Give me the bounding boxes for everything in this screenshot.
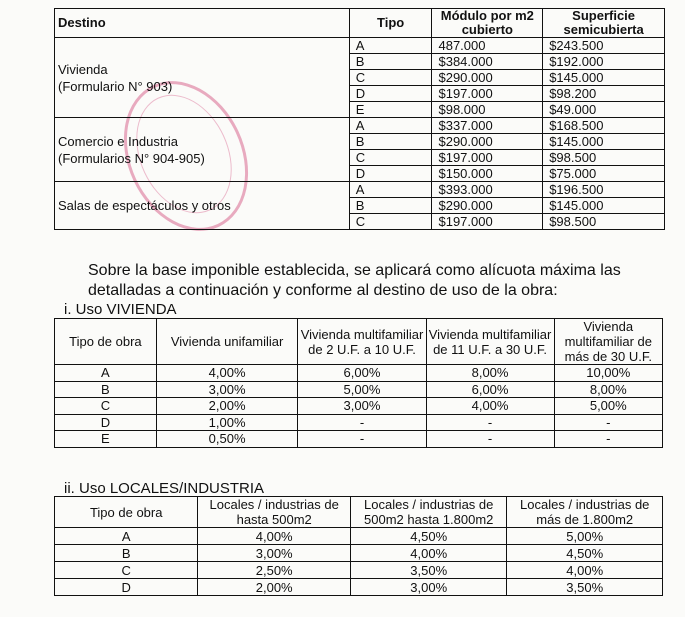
superficie-cell: $192.000: [543, 54, 665, 70]
modulo-cell: $290.000: [432, 198, 543, 214]
modulo-cell: $290.000: [432, 134, 543, 150]
modulo-cell: 487.000: [432, 38, 543, 54]
superficie-cell: $98.200: [543, 86, 665, 102]
superficie-cell: $145.000: [543, 198, 665, 214]
modulo-cell: $384.000: [432, 54, 543, 70]
table-row: [55, 398, 663, 415]
column-header: Locales / industrias de 500m2 hasta 1.800m2: [350, 497, 507, 528]
destino-cell: [55, 118, 350, 182]
table-cell: -: [554, 414, 662, 431]
table-cell: 4,00%: [426, 398, 554, 415]
table-cell: D: [55, 414, 157, 431]
table-row: [55, 182, 665, 198]
table-row: [55, 414, 663, 431]
column-header: Vivienda multifamiliar de más de 30 U.F.: [554, 319, 662, 365]
superficie-cell: $196.500: [543, 182, 665, 198]
header-modulo: Módulo por m2 cubierto: [432, 9, 543, 38]
table-cell: 0,50%: [156, 431, 298, 448]
table-cell: 4,50%: [507, 545, 663, 562]
table-cell: -: [426, 414, 554, 431]
superficie-cell: $145.000: [543, 134, 665, 150]
vivienda-table-header: [55, 319, 663, 365]
tipo-cell: B: [349, 54, 432, 70]
modulo-cell: $197.000: [432, 150, 543, 166]
tipo-cell: B: [349, 134, 432, 150]
destino-name: Salas de espectáculos y otros: [58, 198, 231, 213]
column-header: Tipo de obra: [55, 497, 198, 528]
table-cell: -: [426, 431, 554, 448]
tipo-cell: C: [349, 214, 432, 230]
table-cell: 4,00%: [198, 528, 351, 545]
table-row: [55, 365, 663, 382]
table-row: [55, 38, 665, 54]
destino-table-header: [55, 9, 665, 38]
table-cell: 3,00%: [298, 398, 426, 415]
modulo-cell: $98.000: [432, 102, 543, 118]
section-title-vivienda: i. Uso VIVIENDA: [64, 301, 177, 318]
table-cell: A: [55, 365, 157, 382]
table-cell: 3,00%: [198, 545, 351, 562]
header-tipo: Tipo: [349, 9, 432, 38]
table-row: [55, 579, 663, 596]
table-cell: 8,00%: [554, 381, 662, 398]
tipo-cell: C: [349, 70, 432, 86]
table-cell: 4,50%: [350, 528, 507, 545]
column-header: Tipo de obra: [55, 319, 157, 365]
superficie-cell: $98.500: [543, 150, 665, 166]
tipo-cell: C: [349, 150, 432, 166]
table-cell: -: [298, 414, 426, 431]
table-cell: 1,00%: [156, 414, 298, 431]
table-cell: 6,00%: [426, 381, 554, 398]
destino-name: Comercio e Industria: [58, 133, 178, 149]
table-cell: 4,00%: [156, 365, 298, 382]
table-cell: 8,00%: [426, 365, 554, 382]
tipo-cell: A: [349, 118, 432, 134]
table-row: [55, 118, 665, 134]
table-cell: C: [55, 398, 157, 415]
column-header: Locales / industrias de más de 1.800m2: [507, 497, 663, 528]
table-cell: 3,00%: [156, 381, 298, 398]
modulo-cell: $337.000: [432, 118, 543, 134]
destino-cell: [55, 38, 350, 118]
superficie-cell: $168.500: [543, 118, 665, 134]
superficie-cell: $75.000: [543, 166, 665, 182]
modulo-cell: $393.000: [432, 182, 543, 198]
modulo-cell: $197.000: [432, 214, 543, 230]
header-superficie: Superficie semicubierta: [543, 9, 665, 38]
table-cell: E: [55, 431, 157, 448]
table-cell: 2,50%: [198, 562, 351, 579]
destino-formulario: (Formulario N° 903): [58, 78, 173, 94]
table-cell: 5,00%: [298, 381, 426, 398]
modulo-cell: $290.000: [432, 70, 543, 86]
tipo-cell: A: [349, 38, 432, 54]
destino-table: [54, 8, 665, 230]
header-destino: Destino: [55, 9, 350, 38]
table-cell: 6,00%: [298, 365, 426, 382]
table-cell: 4,00%: [350, 545, 507, 562]
locales-table: [54, 496, 663, 596]
table-cell: 3,50%: [350, 562, 507, 579]
destino-name: Vivienda: [58, 61, 108, 77]
column-header: Locales / industrias de hasta 500m2: [198, 497, 351, 528]
table-row: [55, 528, 663, 545]
superficie-cell: $98.500: [543, 214, 665, 230]
vivienda-table-body: [55, 365, 663, 448]
table-cell: B: [55, 381, 157, 398]
table-cell: 4,00%: [507, 562, 663, 579]
tipo-cell: D: [349, 86, 432, 102]
column-header: Vivienda multifamiliar de 2 U.F. a 10 U.F.: [298, 319, 426, 365]
table-row: [55, 381, 663, 398]
vivienda-table: [54, 318, 663, 448]
column-header: Vivienda unifamiliar: [156, 319, 298, 365]
locales-table-body: [55, 528, 663, 596]
table-cell: 3,50%: [507, 579, 663, 596]
tipo-cell: D: [349, 166, 432, 182]
destino-table-body: [55, 38, 665, 230]
table-cell: -: [554, 431, 662, 448]
destino-cell: [55, 182, 350, 230]
superficie-cell: $49.000: [543, 102, 665, 118]
table-cell: 3,00%: [350, 579, 507, 596]
table-cell: 5,00%: [507, 528, 663, 545]
locales-table-header: [55, 497, 663, 528]
alicuota-paragraph: Sobre la base imponible establecida, se aplicará como alícuota máxima las detalladas a continuación y conforme al destino de uso de la obra:: [88, 262, 621, 299]
table-cell: -: [298, 431, 426, 448]
section-title-locales: ii. Uso LOCALES/INDUSTRIA: [64, 480, 265, 497]
superficie-cell: $145.000: [543, 70, 665, 86]
table-row: [55, 431, 663, 448]
column-header: Vivienda multifamiliar de 11 U.F. a 30 U.F.: [426, 319, 554, 365]
table-row: [55, 545, 663, 562]
table-cell: 2,00%: [156, 398, 298, 415]
destino-formulario: (Formularios N° 904-905): [58, 150, 205, 166]
tipo-cell: B: [349, 198, 432, 214]
tipo-cell: A: [349, 182, 432, 198]
table-cell: C: [55, 562, 198, 579]
tipo-cell: E: [349, 102, 432, 118]
table-cell: 2,00%: [198, 579, 351, 596]
table-cell: 10,00%: [554, 365, 662, 382]
modulo-cell: $197.000: [432, 86, 543, 102]
table-cell: A: [55, 528, 198, 545]
table-cell: 5,00%: [554, 398, 662, 415]
modulo-cell: $150.000: [432, 166, 543, 182]
table-cell: B: [55, 545, 198, 562]
table-row: [55, 562, 663, 579]
table-cell: D: [55, 579, 198, 596]
superficie-cell: $243.500: [543, 38, 665, 54]
